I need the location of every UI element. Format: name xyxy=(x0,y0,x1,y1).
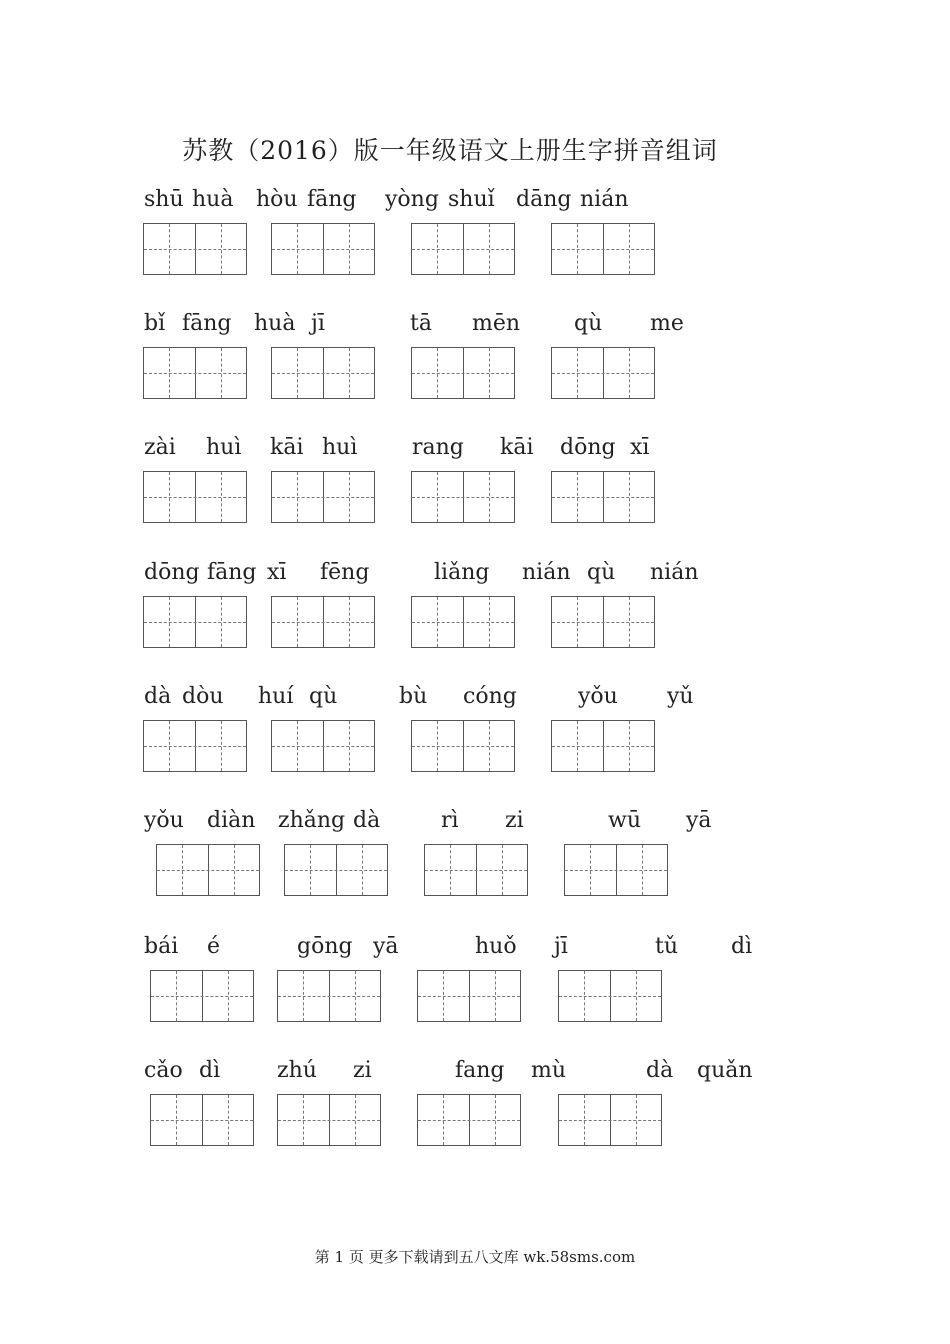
pinyin-syllable: huǒ xyxy=(475,934,517,959)
guide-line xyxy=(443,971,444,1021)
pinyin-syllable: mēn xyxy=(472,311,521,336)
guide-line xyxy=(228,1095,229,1145)
guide-line xyxy=(584,1095,585,1145)
guide-line xyxy=(349,472,350,522)
guide-line xyxy=(278,1120,380,1121)
pinyin-syllable: mù xyxy=(531,1058,567,1083)
guide-line xyxy=(629,348,630,398)
guide-line xyxy=(355,1095,356,1145)
writing-grid-box[interactable] xyxy=(143,596,247,648)
pinyin-syllable: bǐ xyxy=(144,311,166,336)
writing-grid-box[interactable] xyxy=(551,223,655,275)
guide-line xyxy=(303,1095,304,1145)
writing-grid-box[interactable] xyxy=(284,844,388,896)
guide-line xyxy=(552,746,654,747)
guide-line xyxy=(310,845,311,895)
guide-line xyxy=(144,249,246,250)
guide-line xyxy=(418,1120,520,1121)
guide-line xyxy=(565,870,667,871)
guide-line xyxy=(559,996,661,997)
guide-line xyxy=(176,1095,177,1145)
guide-line xyxy=(577,348,578,398)
writing-grid-box[interactable] xyxy=(558,1094,662,1146)
pinyin-syllable: yā xyxy=(373,934,399,959)
pinyin-syllable: qù xyxy=(574,311,603,336)
guide-line xyxy=(412,373,514,374)
guide-line xyxy=(552,373,654,374)
guide-line xyxy=(629,224,630,274)
pinyin-syllable: huì xyxy=(206,435,242,460)
pinyin-syllable: cóng xyxy=(463,684,517,709)
writing-grid-box[interactable] xyxy=(143,720,247,772)
pinyin-syllable: yǒu xyxy=(144,808,184,833)
guide-line xyxy=(489,472,490,522)
writing-grid-box[interactable] xyxy=(551,471,655,523)
writing-grid-box[interactable] xyxy=(424,844,528,896)
guide-line xyxy=(412,497,514,498)
pinyin-syllable: yā xyxy=(686,808,712,833)
guide-line xyxy=(489,348,490,398)
guide-line xyxy=(577,597,578,647)
pinyin-syllable: dì xyxy=(731,934,753,959)
pinyin-syllable: fāng xyxy=(207,560,257,585)
pinyin-syllable: yǒu xyxy=(578,684,618,709)
pinyin-syllable: kāi xyxy=(500,435,534,460)
guide-line xyxy=(349,348,350,398)
guide-line xyxy=(169,472,170,522)
guide-line xyxy=(297,721,298,771)
pinyin-syllable: tā xyxy=(410,311,432,336)
writing-grid-box[interactable] xyxy=(417,970,521,1022)
guide-line xyxy=(144,373,246,374)
writing-grid-box[interactable] xyxy=(271,471,375,523)
guide-line xyxy=(362,845,363,895)
pinyin-syllable: fāng xyxy=(307,187,357,212)
guide-line xyxy=(297,597,298,647)
pinyin-syllable: me xyxy=(650,311,684,336)
writing-grid-box[interactable] xyxy=(558,970,662,1022)
guide-line xyxy=(272,373,374,374)
pinyin-syllable: huì xyxy=(322,435,358,460)
pinyin-syllable: quǎn xyxy=(697,1058,753,1083)
pinyin-syllable: yòng xyxy=(385,187,439,212)
pinyin-syllable: fang xyxy=(455,1058,505,1083)
guide-line xyxy=(502,845,503,895)
guide-line xyxy=(636,971,637,1021)
guide-line xyxy=(144,622,246,623)
guide-line xyxy=(412,746,514,747)
writing-grid-box[interactable] xyxy=(417,1094,521,1146)
writing-grid-box[interactable] xyxy=(156,844,260,896)
page-title: 苏教（2016）版一年级语文上册生字拼音组词 xyxy=(182,136,718,165)
writing-grid-box[interactable] xyxy=(143,223,247,275)
writing-grid-box[interactable] xyxy=(277,970,381,1022)
guide-line xyxy=(495,971,496,1021)
writing-grid-box[interactable] xyxy=(411,471,515,523)
writing-grid-box[interactable] xyxy=(551,347,655,399)
writing-grid-box[interactable] xyxy=(150,970,254,1022)
guide-line xyxy=(221,472,222,522)
pinyin-syllable: jī xyxy=(311,311,325,336)
guide-line xyxy=(278,996,380,997)
guide-line xyxy=(221,721,222,771)
guide-line xyxy=(437,721,438,771)
pinyin-syllable: tǔ xyxy=(655,934,679,959)
writing-grid-box[interactable] xyxy=(411,720,515,772)
guide-line xyxy=(169,597,170,647)
guide-line xyxy=(297,472,298,522)
writing-grid-box[interactable] xyxy=(150,1094,254,1146)
pinyin-syllable: cǎo xyxy=(144,1058,183,1083)
guide-line xyxy=(425,870,527,871)
guide-line xyxy=(297,348,298,398)
writing-grid-box[interactable] xyxy=(564,844,668,896)
pinyin-syllable: jī xyxy=(554,934,568,959)
pinyin-syllable: huí xyxy=(258,684,294,709)
guide-line xyxy=(636,1095,637,1145)
guide-line xyxy=(303,971,304,1021)
pinyin-syllable: zhǎng xyxy=(278,808,346,833)
guide-line xyxy=(559,1120,661,1121)
pinyin-syllable: shuǐ xyxy=(448,187,495,212)
guide-line xyxy=(577,224,578,274)
pinyin-syllable: rang xyxy=(412,435,464,460)
guide-line xyxy=(437,472,438,522)
guide-line xyxy=(234,845,235,895)
pinyin-syllable: dōng xyxy=(560,435,616,460)
guide-line xyxy=(355,971,356,1021)
writing-grid-box[interactable] xyxy=(143,471,247,523)
guide-line xyxy=(144,497,246,498)
writing-grid-box[interactable] xyxy=(277,1094,381,1146)
guide-line xyxy=(629,597,630,647)
writing-grid-box[interactable] xyxy=(411,223,515,275)
guide-line xyxy=(182,845,183,895)
guide-line xyxy=(221,348,222,398)
guide-line xyxy=(151,996,253,997)
guide-line xyxy=(552,249,654,250)
pinyin-syllable: qù xyxy=(587,560,616,585)
pinyin-syllable: dà xyxy=(353,808,381,833)
pinyin-syllable: dì xyxy=(199,1058,221,1083)
guide-line xyxy=(297,224,298,274)
pinyin-syllable: dà xyxy=(646,1058,674,1083)
guide-line xyxy=(577,472,578,522)
writing-grid-box[interactable] xyxy=(551,596,655,648)
guide-line xyxy=(349,224,350,274)
pinyin-syllable: yǔ xyxy=(667,684,694,709)
guide-line xyxy=(169,721,170,771)
pinyin-syllable: liǎng xyxy=(434,560,490,585)
pinyin-syllable: zhú xyxy=(277,1058,317,1083)
pinyin-syllable: gōng xyxy=(297,934,353,959)
guide-line xyxy=(221,597,222,647)
writing-grid-box[interactable] xyxy=(551,720,655,772)
page-footer: 第 1 页 更多下载请到五八文库 wk.58sms.com xyxy=(314,1248,636,1266)
guide-line xyxy=(412,622,514,623)
pinyin-syllable: huà xyxy=(254,311,296,336)
pinyin-syllable: dà xyxy=(144,684,172,709)
guide-line xyxy=(584,971,585,1021)
guide-line xyxy=(489,721,490,771)
guide-line xyxy=(437,348,438,398)
pinyin-syllable: bái xyxy=(144,934,179,959)
writing-grid-box[interactable] xyxy=(271,596,375,648)
guide-line xyxy=(577,721,578,771)
pinyin-syllable: diàn xyxy=(207,808,256,833)
guide-line xyxy=(629,472,630,522)
guide-line xyxy=(349,721,350,771)
guide-line xyxy=(552,622,654,623)
guide-line xyxy=(412,249,514,250)
guide-line xyxy=(552,497,654,498)
pinyin-syllable: wū xyxy=(608,808,641,833)
guide-line xyxy=(144,746,246,747)
guide-line xyxy=(157,870,259,871)
pinyin-syllable: hòu xyxy=(256,187,298,212)
pinyin-syllable: fēng xyxy=(320,560,370,585)
pinyin-syllable: dòu xyxy=(182,684,224,709)
pinyin-syllable: kāi xyxy=(270,435,304,460)
pinyin-syllable: zi xyxy=(505,808,524,833)
pinyin-syllable: dōng xyxy=(144,560,200,585)
writing-grid-box[interactable] xyxy=(411,596,515,648)
writing-grid-box[interactable] xyxy=(411,347,515,399)
guide-line xyxy=(495,1095,496,1145)
pinyin-syllable: bù xyxy=(399,684,428,709)
guide-line xyxy=(221,224,222,274)
guide-line xyxy=(418,996,520,997)
guide-line xyxy=(272,249,374,250)
guide-line xyxy=(285,870,387,871)
guide-line xyxy=(489,597,490,647)
writing-grid-box[interactable] xyxy=(271,347,375,399)
guide-line xyxy=(176,971,177,1021)
pinyin-syllable: nián xyxy=(650,560,699,585)
pinyin-syllable: xī xyxy=(630,435,650,460)
guide-line xyxy=(437,224,438,274)
guide-line xyxy=(590,845,591,895)
guide-line xyxy=(489,224,490,274)
pinyin-syllable: qù xyxy=(309,684,338,709)
writing-grid-box[interactable] xyxy=(143,347,247,399)
pinyin-syllable: xī xyxy=(267,560,287,585)
guide-line xyxy=(443,1095,444,1145)
pinyin-syllable: rì xyxy=(441,808,459,833)
guide-line xyxy=(629,721,630,771)
guide-line xyxy=(349,597,350,647)
pinyin-syllable: é xyxy=(207,934,221,959)
guide-line xyxy=(272,746,374,747)
pinyin-syllable: zi xyxy=(353,1058,372,1083)
guide-line xyxy=(642,845,643,895)
guide-line xyxy=(228,971,229,1021)
pinyin-syllable: shū xyxy=(144,187,184,212)
writing-grid-box[interactable] xyxy=(271,223,375,275)
pinyin-syllable: nián xyxy=(522,560,571,585)
guide-line xyxy=(169,224,170,274)
guide-line xyxy=(437,597,438,647)
pinyin-syllable: huà xyxy=(192,187,234,212)
pinyin-syllable: nián xyxy=(580,187,629,212)
guide-line xyxy=(272,497,374,498)
guide-line xyxy=(450,845,451,895)
pinyin-syllable: zài xyxy=(144,435,176,460)
writing-grid-box[interactable] xyxy=(271,720,375,772)
guide-line xyxy=(151,1120,253,1121)
pinyin-syllable: dāng xyxy=(516,187,572,212)
guide-line xyxy=(169,348,170,398)
pinyin-syllable: fāng xyxy=(182,311,232,336)
guide-line xyxy=(272,622,374,623)
